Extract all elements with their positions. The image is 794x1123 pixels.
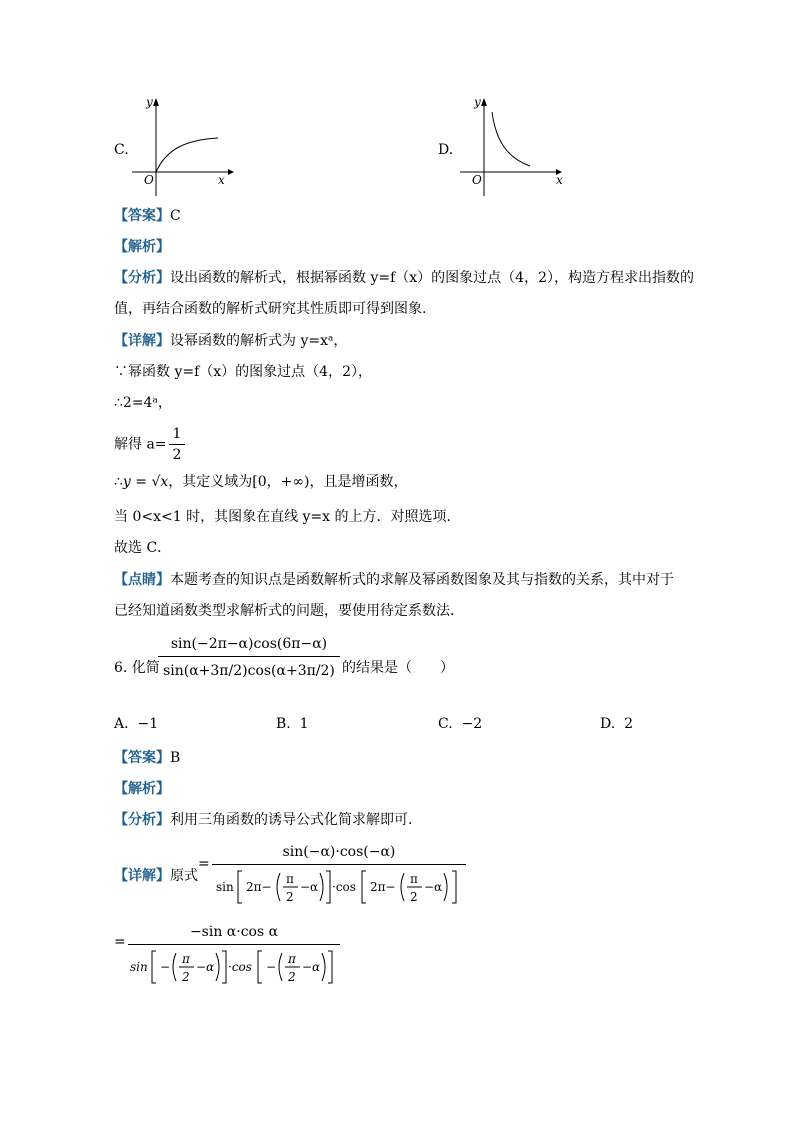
svg-text:sin: sin [216, 880, 234, 894]
eq2-denominator [128, 945, 340, 989]
eq2-numerator: −sin α·cos α [128, 922, 340, 945]
q5-dianjing-line2: 已经知道函数类型求解析式的问题，要使用待定系数法． [114, 603, 464, 619]
xiangjie-prefix: 原式 [170, 868, 198, 884]
q6-option-b: B. 1 [276, 716, 309, 732]
svg-text:−α: −α [300, 880, 319, 894]
svg-text:π: π [288, 952, 296, 966]
svg-text:2π−: 2π− [370, 880, 396, 894]
q6-prefix: 6. 化简 [114, 660, 160, 676]
eq1-denominator [212, 865, 466, 909]
graph-d [458, 92, 568, 202]
answer-tag: 【答案】 [114, 208, 170, 224]
svg-text:sin: sin [130, 960, 148, 974]
eq1-fraction [212, 842, 466, 913]
q5-analysis-line [114, 237, 170, 257]
fenxi-tag: 【分析】 [114, 812, 170, 828]
origin-label: O [472, 173, 482, 187]
q6-fraction [158, 634, 340, 679]
option-d-label: D. [438, 142, 454, 158]
svg-text:2: 2 [286, 890, 294, 904]
analysis-tag: 【解析】 [114, 239, 170, 255]
q5-xiangjie-line [114, 331, 347, 351]
q6-fenxi-line [114, 810, 412, 830]
step4-suffix: ，其定义域为[0，+∞)，且是增函数， [168, 474, 408, 490]
axis-y-label: y [146, 95, 153, 109]
q5-step4 [114, 472, 408, 492]
xiangjie-tag: 【详解】 [114, 868, 170, 884]
q5-step5: 当 0<x<1 时，其图象在直线 y=x 的上方．对照选项． [114, 509, 461, 525]
svg-text:·cos: ·cos [228, 960, 252, 974]
svg-text:−α: −α [302, 960, 321, 974]
svg-text:−α: −α [196, 960, 215, 974]
axis-x-label: x [556, 173, 563, 187]
svg-text:−: − [160, 960, 171, 974]
dianjing-tag: 【点睛】 [114, 572, 170, 588]
eq2-equals: = [114, 934, 126, 950]
eq1-equals: = [198, 856, 210, 872]
answer-value: C [170, 208, 181, 224]
sqrt-expression: y = √x [122, 474, 169, 490]
q5-step6: 故选 C． [114, 540, 172, 556]
q6-option-c: C. −2 [438, 716, 483, 732]
svg-text:π: π [410, 872, 418, 886]
axis-x-label: x [218, 173, 225, 187]
svg-text:2: 2 [410, 890, 418, 904]
q5-fenxi-line1 [114, 268, 694, 288]
xiangjie-text: 设幂函数的解析式为 y=xᵃ， [170, 333, 348, 349]
q5-dianjing-line1 [114, 570, 674, 590]
axis-y-label: y [474, 95, 481, 109]
fenxi-text: 利用三角函数的诱导公式化简求解即可. [170, 812, 413, 828]
dianjing-text: 本题考查的知识点是函数解析式的求解及幂函数图象及其与指数的关系，其中对于 [170, 572, 674, 588]
answer-tag: 【答案】 [114, 750, 170, 766]
q5-step2: ∴2=4ᵃ， [114, 395, 172, 411]
q6-option-d: D. 2 [600, 716, 634, 732]
q6-denominator: sin(α+3π/2)cos(α+3π/2) [163, 663, 335, 679]
svg-text:−: − [266, 960, 277, 974]
fenxi-text: 设出函数的解析式，根据幂函数 y=f（x）的图象过点（4，2），构造方程求出指数的 [170, 270, 694, 286]
xiangjie-tag: 【详解】 [114, 333, 170, 349]
q6-suffix: 的结果是（ ） [342, 660, 454, 676]
q5-step3 [114, 424, 187, 465]
q6-answer-line [114, 748, 180, 768]
fraction-one-half: $\frac{1}{2}$ [169, 424, 186, 465]
q6-numerator: sin(−2π−α)cos(6π−α) [158, 634, 340, 657]
origin-label: O [144, 173, 154, 187]
svg-text:·cos: ·cos [332, 880, 356, 894]
svg-text:2: 2 [288, 970, 296, 984]
q5-step1: ∵幂函数 y=f（x）的图象过点（4，2）， [114, 364, 372, 380]
svg-text:π: π [286, 872, 294, 886]
analysis-tag: 【解析】 [114, 781, 170, 797]
eq2-fraction [128, 922, 340, 993]
step3-prefix: 解得 a= [114, 436, 167, 453]
option-c-label: C. [114, 142, 129, 158]
step4-prefix: ∴ [114, 474, 123, 490]
q6-option-a: A. −1 [114, 716, 159, 732]
q6-xiangjie-line [114, 866, 198, 886]
svg-text:2π−: 2π− [246, 880, 272, 894]
svg-text:−α: −α [424, 880, 443, 894]
svg-text:π: π [182, 952, 190, 966]
graph-c [130, 92, 240, 202]
eq1-numerator: sin(−α)·cos(−α) [212, 842, 466, 865]
q5-answer-line [114, 206, 181, 226]
q5-fenxi-line2: 值，再结合函数的解析式研究其性质即可得到图象. [114, 301, 427, 317]
q6-analysis-line [114, 779, 170, 799]
fenxi-tag: 【分析】 [114, 270, 170, 286]
svg-text:2: 2 [182, 970, 190, 984]
answer-value: B [170, 750, 181, 766]
